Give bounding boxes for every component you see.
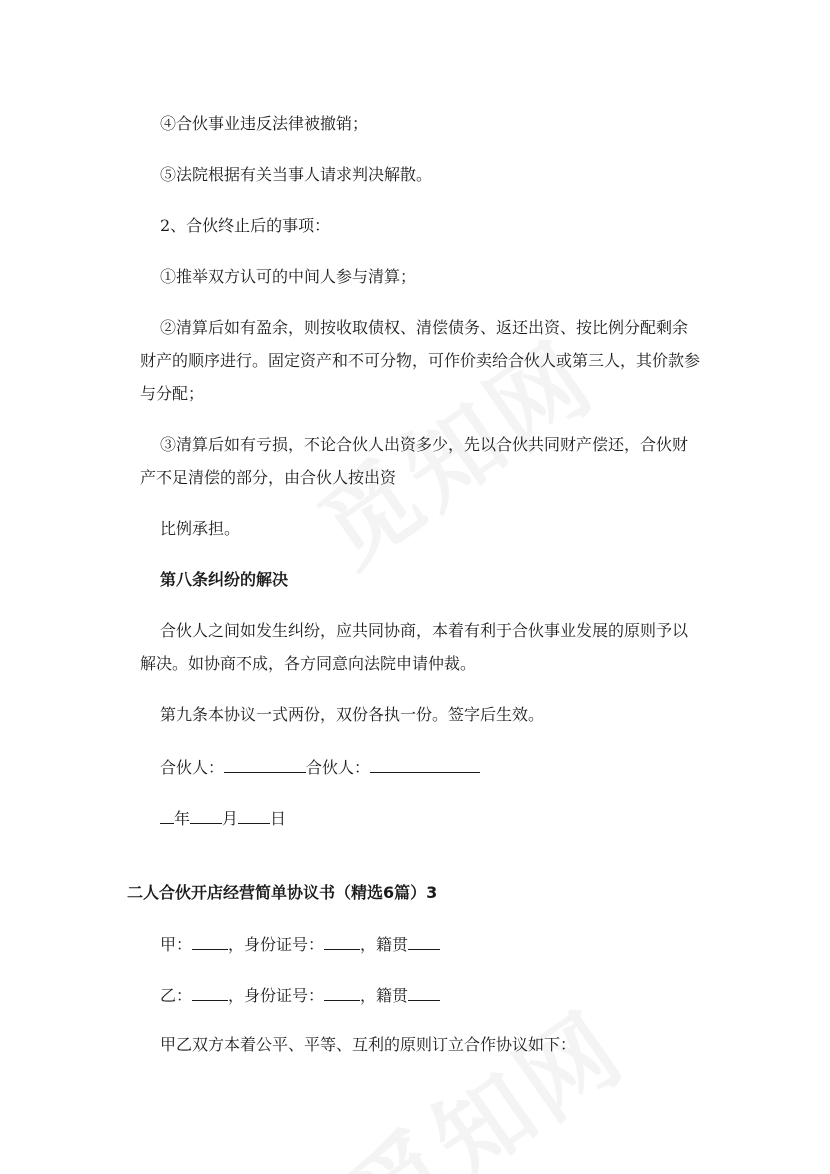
signature-line xyxy=(160,757,480,777)
partner2-blank[interactable] xyxy=(370,757,480,773)
month-label: 月 xyxy=(222,809,239,828)
article-8-body-line2: 解决。如协商不成，各方同意向法院申请仲裁。 xyxy=(140,654,477,673)
partner1-blank[interactable] xyxy=(224,757,306,773)
id-label: ，身份证号： xyxy=(228,986,325,1005)
article-9: 第九条本协议一式两份，双份各执一份。签字后生效。 xyxy=(160,705,545,724)
day-blank[interactable] xyxy=(238,808,270,824)
native-label: ，籍贯 xyxy=(360,935,409,954)
paragraph-item-2-line3: 与分配； xyxy=(140,384,205,403)
party-a-line xyxy=(160,934,440,954)
intro-paragraph: 甲乙双方本着公平、平等、互利的原则订立合作协议如下： xyxy=(160,1035,577,1054)
article-8-heading: 第八条纠纷的解决 xyxy=(160,570,289,589)
paragraph-item-3-line3: 比例承担。 xyxy=(160,519,241,538)
section-title: 二人合伙开店经营简单协议书（精选6篇）3 xyxy=(127,883,438,902)
month-blank[interactable] xyxy=(190,808,222,824)
party-b-label: 乙： xyxy=(160,986,193,1005)
native-label: ，籍贯 xyxy=(360,986,409,1005)
party-a-native-blank[interactable] xyxy=(408,934,440,950)
partner2-label: 合伙人： xyxy=(306,758,371,777)
paragraph-item-4: ④合伙事业违反法律被撤销； xyxy=(160,114,369,133)
paragraph-item-3-line2: 产不足清偿的部分，由合伙人按出资 xyxy=(140,468,397,487)
paragraph-heading-2: 2、合伙终止后的事项： xyxy=(160,216,331,235)
id-label: ，身份证号： xyxy=(228,935,325,954)
party-a-id-blank[interactable] xyxy=(324,934,360,950)
paragraph-item-5: ⑤法院根据有关当事人请求判决解散。 xyxy=(160,165,433,184)
year-blank[interactable] xyxy=(160,808,174,824)
party-b-line xyxy=(160,985,440,1005)
paragraph-item-2-line2: 财产的顺序进行。固定资产和不可分物，可作价卖给合伙人或第三人，其价款参 xyxy=(140,351,701,370)
party-b-name-blank[interactable] xyxy=(192,985,228,1001)
party-a-label: 甲： xyxy=(160,935,193,954)
date-line xyxy=(160,808,286,828)
paragraph-item-2-line1: ②清算后如有盈余，则按收取债权、清偿债务、返还出资、按比例分配剩余 xyxy=(160,318,689,337)
party-b-native-blank[interactable] xyxy=(408,985,440,1001)
year-label: 年 xyxy=(174,809,191,828)
partner1-label: 合伙人： xyxy=(160,758,225,777)
article-8-body-line1: 合伙人之间如发生纠纷，应共同协商，本着有利于合伙事业发展的原则予以 xyxy=(160,621,689,640)
paragraph-item-3-line1: ③清算后如有亏损，不论合伙人出资多少，先以合伙共同财产偿还，合伙财 xyxy=(160,435,689,454)
party-a-name-blank[interactable] xyxy=(192,934,228,950)
day-label: 日 xyxy=(270,809,287,828)
paragraph-item-1: ①推举双方认可的中间人参与清算； xyxy=(160,267,417,286)
party-b-id-blank[interactable] xyxy=(324,985,360,1001)
